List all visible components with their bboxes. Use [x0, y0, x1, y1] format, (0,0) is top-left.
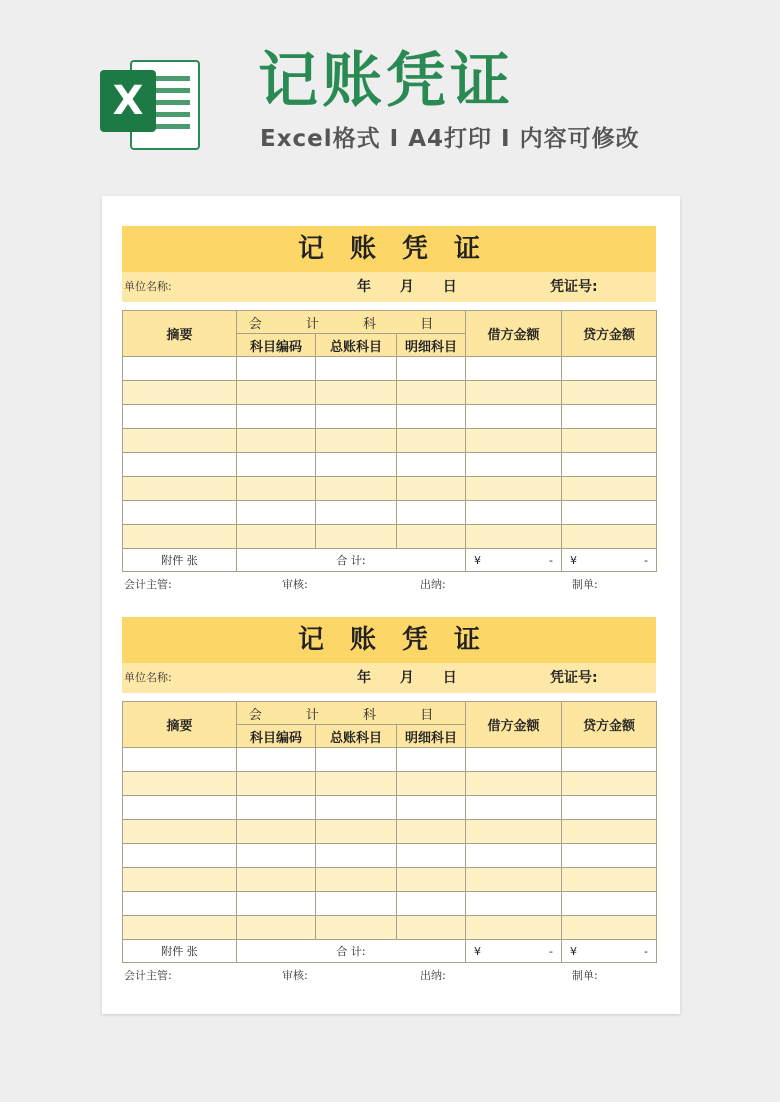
debit-cell[interactable]	[466, 844, 562, 868]
general-account-header: 总账科目	[316, 725, 397, 748]
account-code-cell[interactable]	[237, 892, 316, 916]
general-account-cell[interactable]	[316, 844, 397, 868]
voucher-form	[122, 617, 656, 985]
voucher-info-row	[122, 272, 656, 302]
total-label: 合 计:	[237, 940, 466, 963]
voucher-table	[122, 310, 657, 572]
summary-cell[interactable]	[123, 501, 237, 525]
credit-header: 贷方金额	[562, 702, 657, 748]
account-code-cell[interactable]	[237, 796, 316, 820]
detail-account-cell[interactable]	[397, 525, 466, 549]
detail-account-cell[interactable]	[397, 844, 466, 868]
debit-cell[interactable]	[466, 501, 562, 525]
cashier-label: 出纳:	[420, 578, 446, 591]
general-account-cell[interactable]	[316, 748, 397, 772]
credit-total: ¥ -	[562, 549, 657, 572]
voucher-table	[122, 701, 657, 963]
debit-cell[interactable]	[466, 796, 562, 820]
account-group-header: 会 计 科 目	[237, 311, 466, 334]
detail-account-header: 明细科目	[397, 725, 466, 748]
accountant-label: 会计主管:	[124, 969, 172, 982]
detail-account-cell[interactable]	[397, 357, 466, 381]
account-code-cell[interactable]	[237, 772, 316, 796]
summary-header: 摘要	[123, 702, 237, 748]
entry-row	[123, 748, 657, 772]
debit-cell[interactable]	[466, 405, 562, 429]
summary-cell[interactable]	[123, 844, 237, 868]
account-code-cell[interactable]	[237, 357, 316, 381]
credit-total: ¥ -	[562, 940, 657, 963]
summary-cell[interactable]	[123, 868, 237, 892]
debit-cell[interactable]	[466, 453, 562, 477]
general-account-header: 总账科目	[316, 334, 397, 357]
account-code-cell[interactable]	[237, 916, 316, 940]
signature-row	[122, 572, 656, 594]
account-code-cell[interactable]	[237, 405, 316, 429]
general-account-cell[interactable]	[316, 405, 397, 429]
voucher-title: 记账凭证	[122, 226, 656, 272]
entry-row	[123, 916, 657, 940]
attachment-label: 附件 张	[123, 549, 237, 572]
summary-cell[interactable]	[123, 748, 237, 772]
total-label: 合 计:	[237, 549, 466, 572]
debit-cell[interactable]	[466, 892, 562, 916]
credit-cell[interactable]	[562, 748, 657, 772]
detail-account-cell[interactable]	[397, 796, 466, 820]
credit-cell[interactable]	[562, 477, 657, 501]
detail-account-cell[interactable]	[397, 820, 466, 844]
debit-cell[interactable]	[466, 477, 562, 501]
general-account-cell[interactable]	[316, 796, 397, 820]
detail-account-cell[interactable]	[397, 748, 466, 772]
general-account-cell[interactable]	[316, 501, 397, 525]
summary-cell[interactable]	[123, 453, 237, 477]
account-code-cell[interactable]	[237, 501, 316, 525]
account-code-cell[interactable]	[237, 381, 316, 405]
credit-cell[interactable]	[562, 772, 657, 796]
entry-row	[123, 381, 657, 405]
credit-cell[interactable]	[562, 868, 657, 892]
entry-row	[123, 868, 657, 892]
summary-cell[interactable]	[123, 429, 237, 453]
credit-cell[interactable]	[562, 892, 657, 916]
unit-name-label: 单位名称:	[124, 280, 172, 293]
general-account-cell[interactable]	[316, 892, 397, 916]
account-code-cell[interactable]	[237, 868, 316, 892]
page-subtitle: Excel格式 I A4打印 I 内容可修改	[260, 126, 640, 152]
credit-cell[interactable]	[562, 429, 657, 453]
summary-cell[interactable]	[123, 892, 237, 916]
unit-name-label: 单位名称:	[124, 671, 172, 684]
debit-cell[interactable]	[466, 820, 562, 844]
credit-cell[interactable]	[562, 405, 657, 429]
credit-header: 贷方金额	[562, 311, 657, 357]
general-account-cell[interactable]	[316, 429, 397, 453]
summary-cell[interactable]	[123, 916, 237, 940]
detail-account-cell[interactable]	[397, 892, 466, 916]
summary-cell[interactable]	[123, 405, 237, 429]
cashier-label: 出纳:	[420, 969, 446, 982]
credit-cell[interactable]	[562, 381, 657, 405]
preparer-label: 制单:	[572, 578, 598, 591]
debit-total: ¥ -	[466, 940, 562, 963]
credit-cell[interactable]	[562, 916, 657, 940]
debit-cell[interactable]	[466, 429, 562, 453]
detail-account-cell[interactable]	[397, 405, 466, 429]
general-account-cell[interactable]	[316, 525, 397, 549]
entry-row	[123, 477, 657, 501]
detail-account-cell[interactable]	[397, 477, 466, 501]
account-code-cell[interactable]	[237, 844, 316, 868]
summary-cell[interactable]	[123, 820, 237, 844]
debit-cell[interactable]	[466, 772, 562, 796]
account-code-header: 科目编码	[237, 725, 316, 748]
credit-cell[interactable]	[562, 357, 657, 381]
signature-row	[122, 963, 656, 985]
detail-account-cell[interactable]	[397, 381, 466, 405]
date-label: 年 月 日	[357, 670, 469, 686]
debit-cell[interactable]	[466, 916, 562, 940]
general-account-cell[interactable]	[316, 453, 397, 477]
general-account-cell[interactable]	[316, 772, 397, 796]
entry-row	[123, 501, 657, 525]
page-title: 记账凭证	[258, 46, 514, 116]
total-row	[123, 549, 657, 572]
detail-account-cell[interactable]	[397, 772, 466, 796]
voucher-form	[122, 226, 656, 594]
debit-cell[interactable]	[466, 357, 562, 381]
review-label: 审核:	[282, 969, 308, 982]
account-code-cell[interactable]	[237, 453, 316, 477]
credit-cell[interactable]	[562, 844, 657, 868]
preparer-label: 制单:	[572, 969, 598, 982]
voucher-number-label: 凭证号:	[550, 670, 598, 686]
summary-cell[interactable]	[123, 772, 237, 796]
detail-account-header: 明细科目	[397, 334, 466, 357]
credit-cell[interactable]	[562, 796, 657, 820]
summary-cell[interactable]	[123, 477, 237, 501]
detail-account-cell[interactable]	[397, 868, 466, 892]
debit-cell[interactable]	[466, 868, 562, 892]
account-code-cell[interactable]	[237, 748, 316, 772]
date-label: 年 月 日	[357, 279, 469, 295]
debit-cell[interactable]	[466, 748, 562, 772]
voucher-title: 记账凭证	[122, 617, 656, 663]
entry-row	[123, 796, 657, 820]
attachment-label: 附件 张	[123, 940, 237, 963]
entry-row	[123, 525, 657, 549]
entry-row	[123, 892, 657, 916]
credit-cell[interactable]	[562, 525, 657, 549]
summary-header: 摘要	[123, 311, 237, 357]
entry-row	[123, 772, 657, 796]
detail-account-cell[interactable]	[397, 429, 466, 453]
accountant-label: 会计主管:	[124, 578, 172, 591]
entry-row	[123, 844, 657, 868]
voucher-number-label: 凭证号:	[550, 279, 598, 295]
general-account-cell[interactable]	[316, 820, 397, 844]
debit-header: 借方金额	[466, 702, 562, 748]
account-group-header: 会 计 科 目	[237, 702, 466, 725]
detail-account-cell[interactable]	[397, 501, 466, 525]
debit-cell[interactable]	[466, 525, 562, 549]
debit-header: 借方金额	[466, 311, 562, 357]
general-account-cell[interactable]	[316, 357, 397, 381]
general-account-cell[interactable]	[316, 868, 397, 892]
header-banner	[0, 0, 780, 190]
detail-account-cell[interactable]	[397, 453, 466, 477]
credit-cell[interactable]	[562, 453, 657, 477]
total-row	[123, 940, 657, 963]
account-code-cell[interactable]	[237, 820, 316, 844]
review-label: 审核:	[282, 578, 308, 591]
account-code-cell[interactable]	[237, 477, 316, 501]
general-account-cell[interactable]	[316, 477, 397, 501]
entry-row	[123, 820, 657, 844]
summary-cell[interactable]	[123, 525, 237, 549]
entry-row	[123, 405, 657, 429]
excel-logo-icon: X	[100, 56, 198, 152]
detail-account-cell[interactable]	[397, 916, 466, 940]
summary-cell[interactable]	[123, 357, 237, 381]
entry-row	[123, 357, 657, 381]
summary-cell[interactable]	[123, 796, 237, 820]
entry-row	[123, 453, 657, 477]
debit-cell[interactable]	[466, 381, 562, 405]
credit-cell[interactable]	[562, 820, 657, 844]
credit-cell[interactable]	[562, 501, 657, 525]
debit-total: ¥ -	[466, 549, 562, 572]
account-code-header: 科目编码	[237, 334, 316, 357]
account-code-cell[interactable]	[237, 525, 316, 549]
summary-cell[interactable]	[123, 381, 237, 405]
general-account-cell[interactable]	[316, 916, 397, 940]
entry-row	[123, 429, 657, 453]
general-account-cell[interactable]	[316, 381, 397, 405]
account-code-cell[interactable]	[237, 429, 316, 453]
voucher-info-row	[122, 663, 656, 693]
